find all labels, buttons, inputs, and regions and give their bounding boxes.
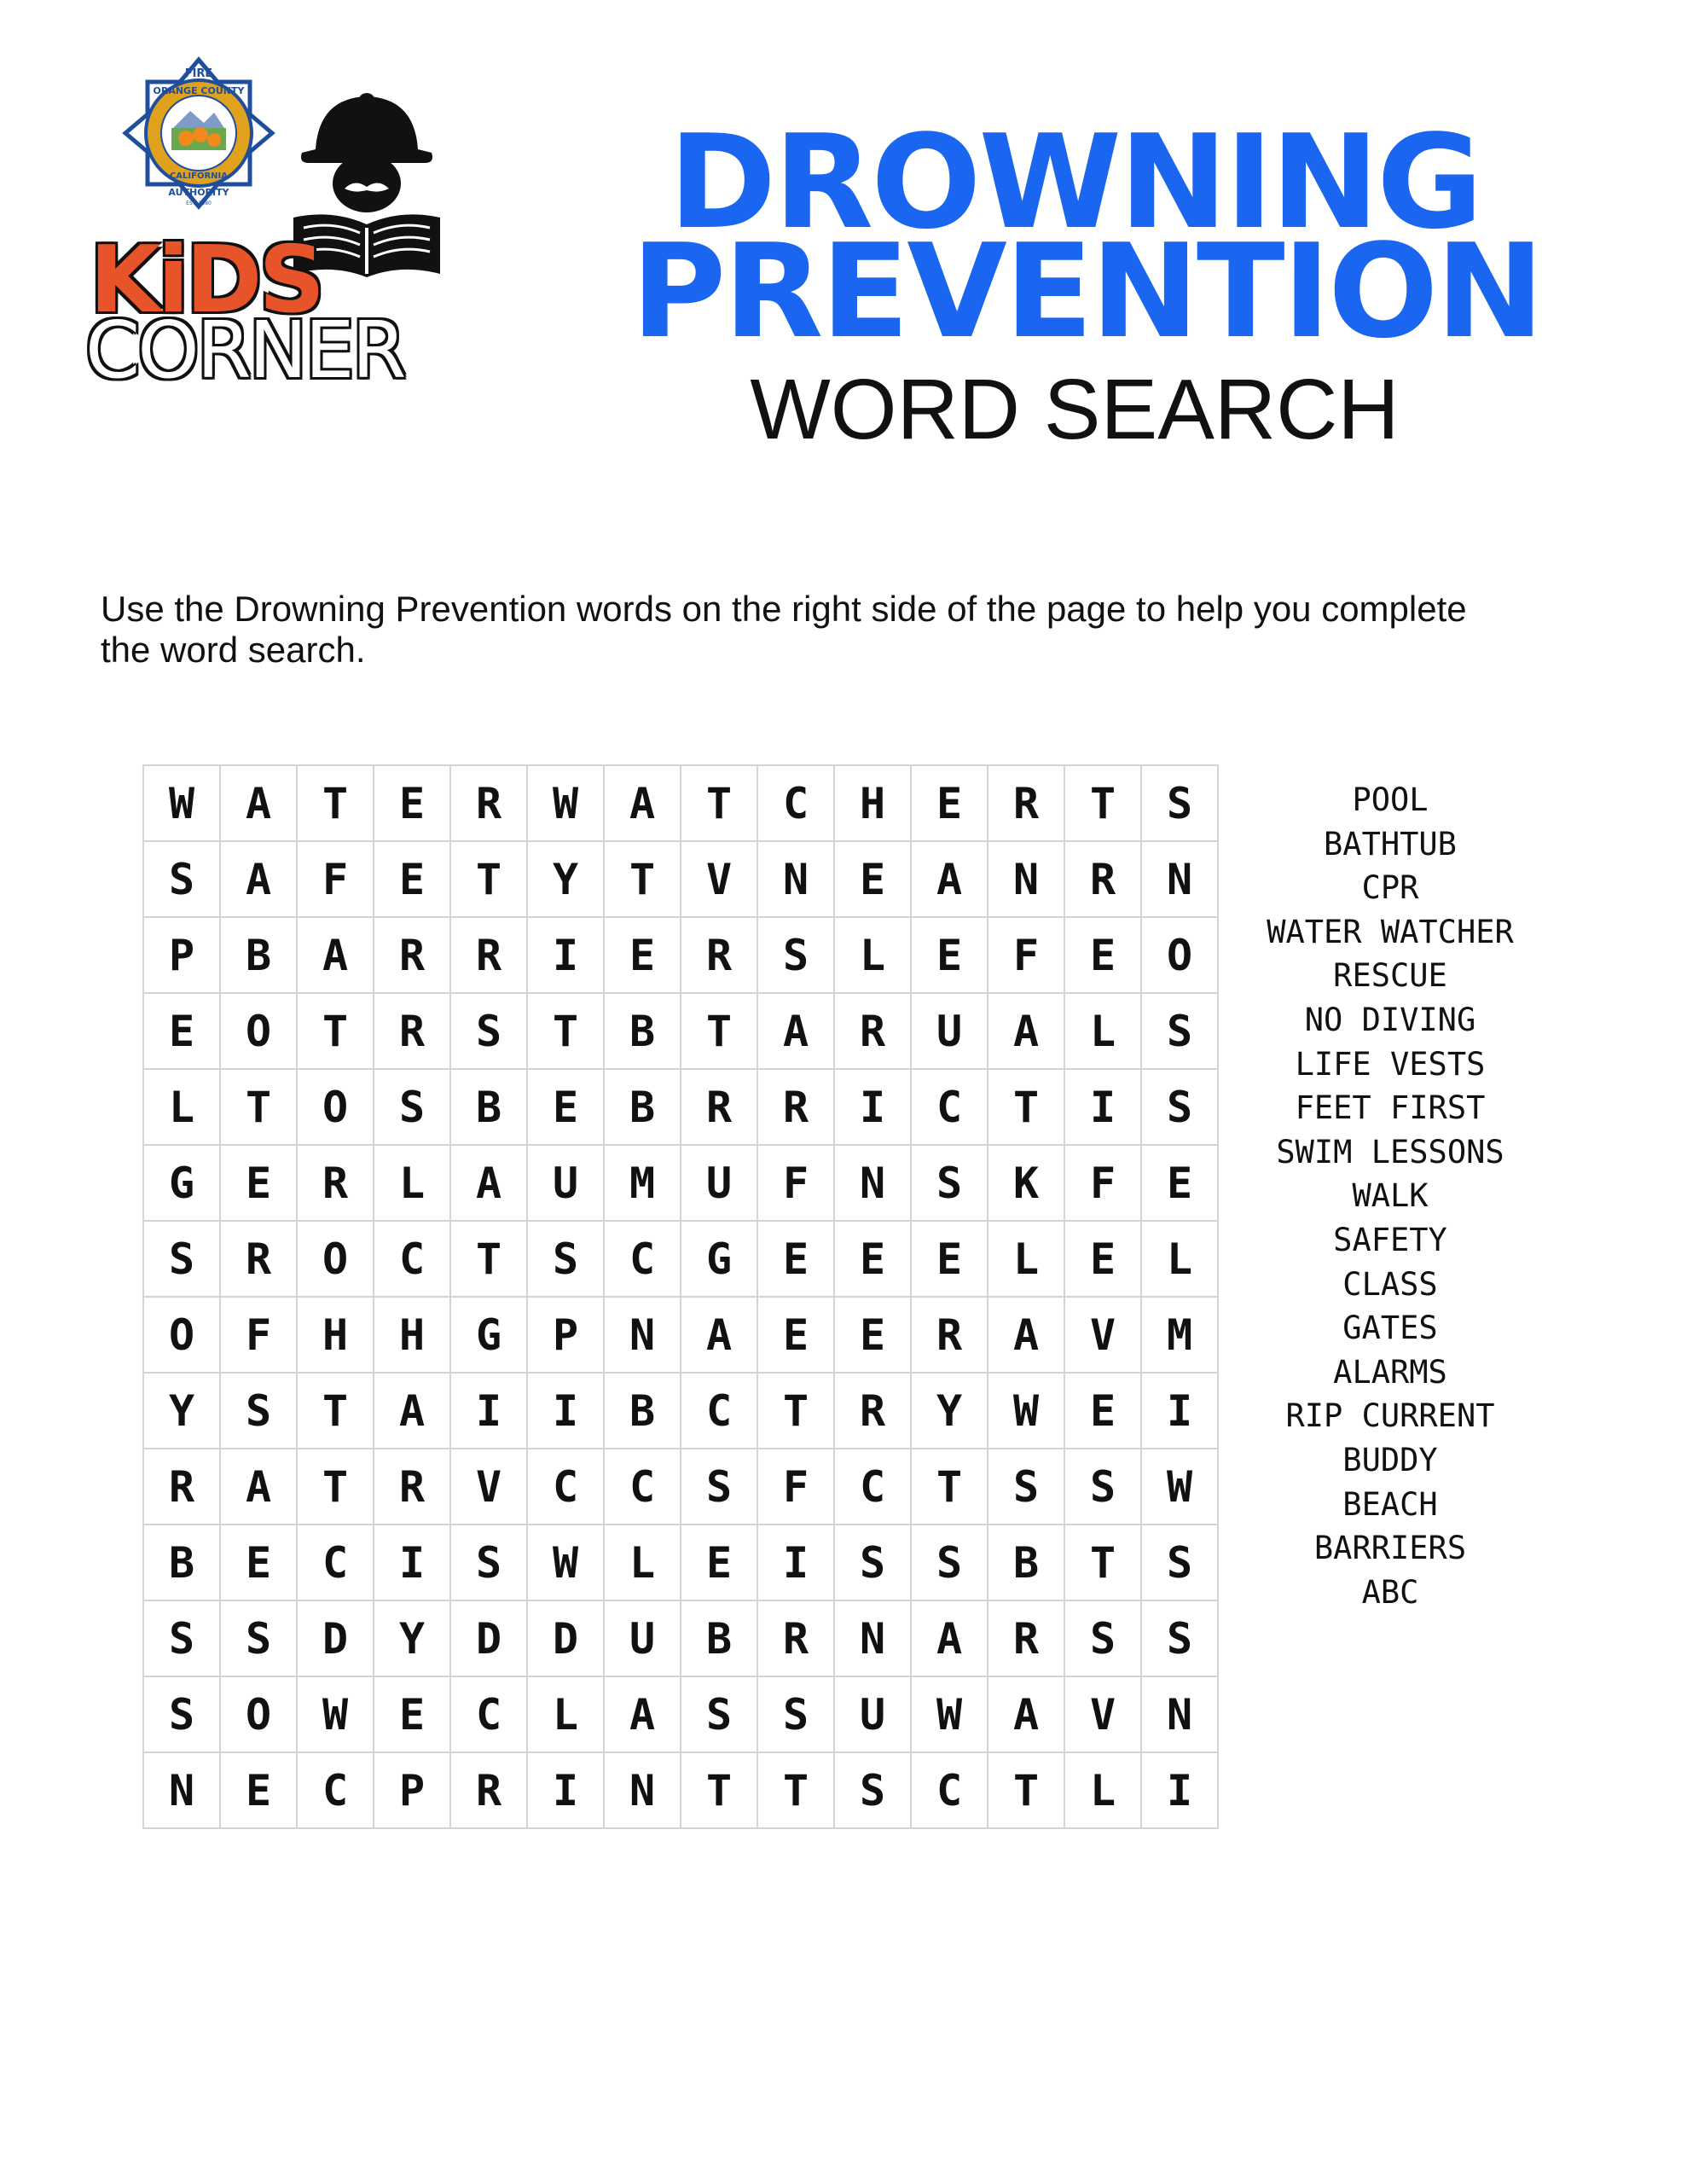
word-list-item: WATER WATCHER (1267, 913, 1514, 950)
grid-cell[interactable]: B (143, 1525, 220, 1600)
grid-cell[interactable]: S (143, 1600, 220, 1676)
grid-cell[interactable]: U (681, 1145, 757, 1221)
grid-cell[interactable]: F (757, 1449, 834, 1525)
grid-row (143, 1069, 1218, 1145)
grid-cell[interactable]: L (1141, 1221, 1218, 1297)
grid-cell[interactable]: W (297, 1676, 374, 1752)
grid-cell[interactable]: O (297, 1221, 374, 1297)
grid-cell[interactable]: I (1064, 1069, 1141, 1145)
word-list-item: LIFE VESTS (1295, 1045, 1486, 1083)
grid-cell[interactable]: S (911, 1525, 988, 1600)
grid-cell[interactable]: P (374, 1752, 450, 1828)
grid-cell[interactable]: R (450, 917, 527, 993)
grid-cell[interactable]: F (988, 917, 1064, 993)
grid-cell[interactable]: C (450, 1676, 527, 1752)
grid-cell[interactable]: I (374, 1525, 450, 1600)
grid-cell[interactable]: B (988, 1525, 1064, 1600)
grid-cell[interactable]: R (988, 765, 1064, 841)
grid-cell[interactable]: S (681, 1676, 757, 1752)
grid-cell[interactable]: Y (143, 1373, 220, 1449)
grid-cell[interactable]: S (1141, 1600, 1218, 1676)
grid-cell[interactable]: V (681, 841, 757, 917)
grid-cell[interactable]: I (527, 1373, 604, 1449)
grid-cell[interactable]: P (527, 1297, 604, 1373)
grid-row (143, 1221, 1218, 1297)
grid-cell[interactable]: L (374, 1145, 450, 1221)
grid-cell[interactable]: A (911, 1600, 988, 1676)
grid-cell[interactable]: R (297, 1145, 374, 1221)
grid-cell[interactable]: N (604, 1752, 681, 1828)
grid-cell[interactable]: E (374, 841, 450, 917)
word-list-item: ALARMS (1333, 1353, 1447, 1391)
grid-cell[interactable]: T (527, 993, 604, 1069)
grid-cell[interactable]: T (297, 993, 374, 1069)
grid-cell[interactable]: I (527, 1752, 604, 1828)
grid-cell[interactable]: B (604, 993, 681, 1069)
grid-cell[interactable]: L (1064, 993, 1141, 1069)
grid-cell[interactable]: E (527, 1069, 604, 1145)
grid-cell[interactable]: H (374, 1297, 450, 1373)
grid-cell[interactable]: S (1141, 1069, 1218, 1145)
grid-cell[interactable]: E (220, 1752, 297, 1828)
grid-cell[interactable]: B (450, 1069, 527, 1145)
grid-cell[interactable]: L (527, 1676, 604, 1752)
grid-cell[interactable]: N (834, 1600, 911, 1676)
page-title (631, 107, 1542, 461)
word-list (1245, 778, 1535, 1614)
grid-cell[interactable]: W (527, 1525, 604, 1600)
grid-cell[interactable]: C (374, 1221, 450, 1297)
grid-row (143, 1297, 1218, 1373)
word-list-item: CLASS (1342, 1265, 1438, 1303)
grid-cell[interactable]: S (450, 993, 527, 1069)
title-line-1: DROWNING (669, 107, 1481, 258)
grid-cell[interactable]: A (988, 993, 1064, 1069)
grid-cell[interactable]: S (374, 1069, 450, 1145)
grid-cell[interactable]: A (604, 1676, 681, 1752)
grid-cell[interactable]: T (757, 1373, 834, 1449)
grid-cell[interactable]: S (988, 1449, 1064, 1525)
grid-cell[interactable]: E (143, 993, 220, 1069)
grid-cell[interactable]: C (681, 1373, 757, 1449)
grid-cell[interactable]: R (757, 1069, 834, 1145)
grid-row (143, 1373, 1218, 1449)
grid-cell[interactable]: U (527, 1145, 604, 1221)
grid-cell[interactable]: W (911, 1676, 988, 1752)
grid-cell[interactable]: R (374, 993, 450, 1069)
corner-wordmark: CORNER (85, 305, 404, 396)
grid-cell[interactable]: E (834, 841, 911, 917)
grid-cell[interactable]: E (1064, 1221, 1141, 1297)
grid-cell[interactable]: A (757, 993, 834, 1069)
grid-cell[interactable]: B (681, 1600, 757, 1676)
grid-cell[interactable]: E (757, 1297, 834, 1373)
word-search-grid (142, 764, 1219, 1829)
grid-cell[interactable]: A (450, 1145, 527, 1221)
word-list-item: SWIM LESSONS (1276, 1133, 1504, 1170)
grid-cell[interactable]: E (1064, 917, 1141, 993)
word-list-item: RESCUE (1333, 957, 1447, 995)
grid-cell[interactable]: T (681, 1752, 757, 1828)
grid-cell[interactable]: L (604, 1525, 681, 1600)
grid-cell[interactable]: S (220, 1600, 297, 1676)
grid-cell[interactable]: C (834, 1449, 911, 1525)
grid-cell[interactable]: F (1064, 1145, 1141, 1221)
grid-cell[interactable]: R (911, 1297, 988, 1373)
grid-row (143, 1525, 1218, 1600)
grid-cell[interactable]: N (604, 1297, 681, 1373)
grid-cell[interactable]: S (143, 841, 220, 917)
grid-cell[interactable]: K (988, 1145, 1064, 1221)
grid-row (143, 1145, 1218, 1221)
grid-cell[interactable]: F (220, 1297, 297, 1373)
word-list-item: BATHTUB (1324, 825, 1457, 863)
grid-cell[interactable]: V (450, 1449, 527, 1525)
grid-cell[interactable]: W (1141, 1449, 1218, 1525)
word-list-item: NO DIVING (1304, 1001, 1476, 1038)
grid-cell[interactable]: R (143, 1449, 220, 1525)
grid-cell[interactable]: T (297, 1449, 374, 1525)
grid-cell[interactable]: W (527, 765, 604, 841)
grid-cell[interactable]: W (988, 1373, 1064, 1449)
grid-cell[interactable]: R (681, 1069, 757, 1145)
grid-row (143, 917, 1218, 993)
grid-cell[interactable]: A (297, 917, 374, 993)
grid-cell[interactable]: T (911, 1449, 988, 1525)
seal-text-bottom: AUTHORITY (168, 187, 229, 198)
grid-row (143, 1676, 1218, 1752)
grid-cell[interactable]: N (1141, 841, 1218, 917)
grid-cell[interactable]: R (374, 917, 450, 993)
word-list-item: FEET FIRST (1295, 1089, 1486, 1127)
grid-cell[interactable]: T (220, 1069, 297, 1145)
kids-wordmark: KiDS (90, 227, 322, 334)
grid-cell[interactable]: G (143, 1145, 220, 1221)
grid-cell[interactable]: E (374, 1676, 450, 1752)
grid-cell[interactable]: S (220, 1373, 297, 1449)
word-list-item: BUDDY (1342, 1441, 1438, 1478)
grid-cell[interactable]: R (681, 917, 757, 993)
grid-cell[interactable]: P (143, 917, 220, 993)
grid-cell[interactable]: L (988, 1221, 1064, 1297)
grid-cell[interactable]: D (527, 1600, 604, 1676)
grid-cell[interactable]: I (757, 1525, 834, 1600)
seal-text-inner: CALIFORNIA (169, 171, 229, 181)
grid-cell[interactable]: R (757, 1600, 834, 1676)
grid-cell[interactable]: A (681, 1297, 757, 1373)
grid-cell[interactable]: C (527, 1449, 604, 1525)
grid-cell[interactable]: C (297, 1525, 374, 1600)
grid-row (143, 765, 1218, 841)
word-list-item: BARRIERS (1313, 1530, 1467, 1567)
grid-cell[interactable]: Y (527, 841, 604, 917)
grid-cell[interactable]: E (1064, 1373, 1141, 1449)
grid-cell[interactable]: A (604, 765, 681, 841)
grid-cell[interactable]: Y (911, 1373, 988, 1449)
grid-cell[interactable]: E (757, 1221, 834, 1297)
grid-cell[interactable]: S (681, 1449, 757, 1525)
grid-cell[interactable]: T (757, 1752, 834, 1828)
grid-cell[interactable]: F (297, 841, 374, 917)
grid-cell[interactable]: H (297, 1297, 374, 1373)
grid-cell[interactable]: F (757, 1145, 834, 1221)
grid-cell[interactable]: S (834, 1525, 911, 1600)
word-list-item: POOL (1352, 781, 1429, 818)
grid-cell[interactable]: R (1064, 841, 1141, 917)
grid-cell[interactable]: S (834, 1752, 911, 1828)
grid-cell[interactable]: T (604, 841, 681, 917)
grid-cell[interactable]: C (757, 765, 834, 841)
word-list-item: GATES (1342, 1310, 1438, 1347)
grid-cell[interactable]: E (911, 1221, 988, 1297)
grid-cell[interactable]: I (527, 917, 604, 993)
seal-text-top: FIRE (184, 67, 213, 80)
seal-text-ring: ORANGE COUNTY (153, 85, 245, 96)
grid-cell[interactable]: T (297, 765, 374, 841)
grid-cell[interactable]: S (450, 1525, 527, 1600)
grid-cell[interactable]: D (450, 1600, 527, 1676)
grid-row (143, 1449, 1218, 1525)
grid-row (143, 1752, 1218, 1828)
grid-cell[interactable]: E (604, 917, 681, 993)
grid-cell[interactable]: T (681, 765, 757, 841)
grid-cell[interactable]: S (1064, 1449, 1141, 1525)
grid-cell[interactable]: S (143, 1221, 220, 1297)
grid-cell[interactable]: O (220, 993, 297, 1069)
grid-cell[interactable]: V (1064, 1676, 1141, 1752)
grid-cell[interactable]: G (450, 1297, 527, 1373)
grid-cell[interactable]: U (604, 1600, 681, 1676)
grid-cell[interactable]: A (220, 841, 297, 917)
grid-cell[interactable]: H (834, 765, 911, 841)
grid-cell[interactable]: E (834, 1221, 911, 1297)
grid-cell[interactable]: A (988, 1676, 1064, 1752)
grid-cell[interactable]: S (527, 1221, 604, 1297)
word-list-item: ABC (1361, 1573, 1419, 1611)
grid-cell[interactable]: A (374, 1373, 450, 1449)
grid-row (143, 993, 1218, 1069)
grid-cell[interactable]: N (988, 841, 1064, 917)
grid-cell[interactable]: T (450, 1221, 527, 1297)
grid-cell[interactable]: I (834, 1069, 911, 1145)
grid-cell[interactable]: L (1064, 1752, 1141, 1828)
grid-cell[interactable]: N (757, 841, 834, 917)
grid-cell[interactable]: E (374, 765, 450, 841)
grid-cell[interactable]: C (297, 1752, 374, 1828)
grid-cell[interactable]: E (911, 917, 988, 993)
word-list-item: WALK (1352, 1177, 1429, 1215)
title-line-2: PREVENTION (631, 216, 1542, 367)
grid-cell[interactable]: T (297, 1373, 374, 1449)
grid-cell[interactable]: O (220, 1676, 297, 1752)
grid-cell[interactable]: L (143, 1069, 220, 1145)
grid-cell[interactable]: R (374, 1449, 450, 1525)
grid-cell[interactable]: U (911, 993, 988, 1069)
grid-cell[interactable]: I (450, 1373, 527, 1449)
grid-cell[interactable]: E (911, 765, 988, 841)
grid-cell[interactable]: E (834, 1297, 911, 1373)
grid-cell[interactable]: R (834, 993, 911, 1069)
grid-cell[interactable]: E (681, 1525, 757, 1600)
seal-est: EST. 1980 (186, 200, 212, 206)
grid-cell[interactable]: S (757, 917, 834, 993)
grid-cell[interactable]: A (988, 1297, 1064, 1373)
grid-cell[interactable]: S (757, 1676, 834, 1752)
grid-cell[interactable]: L (834, 917, 911, 993)
grid-cell[interactable]: T (450, 841, 527, 917)
grid-cell[interactable]: U (834, 1676, 911, 1752)
grid-cell[interactable]: E (1141, 1145, 1218, 1221)
grid-cell[interactable]: N (143, 1752, 220, 1828)
grid-cell[interactable]: T (1064, 765, 1141, 841)
grid-cell[interactable]: A (220, 765, 297, 841)
grid-cell[interactable]: R (834, 1373, 911, 1449)
grid-cell[interactable]: S (1141, 993, 1218, 1069)
grid-cell[interactable]: B (604, 1069, 681, 1145)
grid-row (143, 841, 1218, 917)
kids-corner-logo (81, 51, 456, 396)
instructions-text: Use the Drowning Prevention words on the right side of the page to help you complete the word search. (101, 589, 1467, 670)
grid-cell[interactable]: Y (374, 1600, 450, 1676)
grid-cell[interactable]: M (604, 1145, 681, 1221)
word-list-item: RIP CURRENT (1285, 1397, 1495, 1435)
title-line-3: WORD SEARCH (750, 362, 1400, 457)
grid-cell[interactable]: S (143, 1676, 220, 1752)
grid-row (143, 1600, 1218, 1676)
ocfa-seal-icon (122, 56, 275, 210)
grid-cell[interactable]: W (143, 765, 220, 841)
grid-cell[interactable]: T (681, 993, 757, 1069)
grid-cell[interactable]: S (911, 1145, 988, 1221)
grid-cell[interactable]: T (988, 1752, 1064, 1828)
grid-cell[interactable]: C (911, 1752, 988, 1828)
grid-cell[interactable]: T (988, 1069, 1064, 1145)
grid-cell[interactable]: T (1064, 1525, 1141, 1600)
grid-cell[interactable]: O (297, 1069, 374, 1145)
grid-cell[interactable]: N (834, 1145, 911, 1221)
grid-cell[interactable]: B (220, 917, 297, 993)
grid-cell[interactable]: B (604, 1373, 681, 1449)
grid-cell[interactable]: N (1141, 1676, 1218, 1752)
grid-cell[interactable]: A (220, 1449, 297, 1525)
grid-cell[interactable]: E (220, 1525, 297, 1600)
grid-cell[interactable]: I (1141, 1373, 1218, 1449)
grid-cell[interactable]: I (1141, 1752, 1218, 1828)
grid-cell[interactable]: D (297, 1600, 374, 1676)
grid-cell[interactable]: V (1064, 1297, 1141, 1373)
grid-cell[interactable]: R (988, 1600, 1064, 1676)
grid-cell[interactable]: R (450, 765, 527, 841)
grid-cell[interactable]: R (220, 1221, 297, 1297)
grid-cell[interactable]: M (1141, 1297, 1218, 1373)
grid-cell[interactable]: E (220, 1145, 297, 1221)
grid-cell[interactable]: C (911, 1069, 988, 1145)
grid-cell[interactable]: S (1141, 765, 1218, 841)
grid-cell[interactable]: R (450, 1752, 527, 1828)
grid-cell[interactable]: S (1141, 1525, 1218, 1600)
grid-cell[interactable]: C (604, 1221, 681, 1297)
word-list-item: CPR (1361, 869, 1419, 907)
grid-cell[interactable]: S (1064, 1600, 1141, 1676)
grid-cell[interactable]: G (681, 1221, 757, 1297)
grid-cell[interactable]: O (143, 1297, 220, 1373)
grid-cell[interactable]: A (911, 841, 988, 917)
grid-cell[interactable]: C (604, 1449, 681, 1525)
grid-cell[interactable]: O (1141, 917, 1218, 993)
word-list-item: BEACH (1342, 1485, 1438, 1523)
word-list-item: SAFETY (1333, 1221, 1447, 1258)
